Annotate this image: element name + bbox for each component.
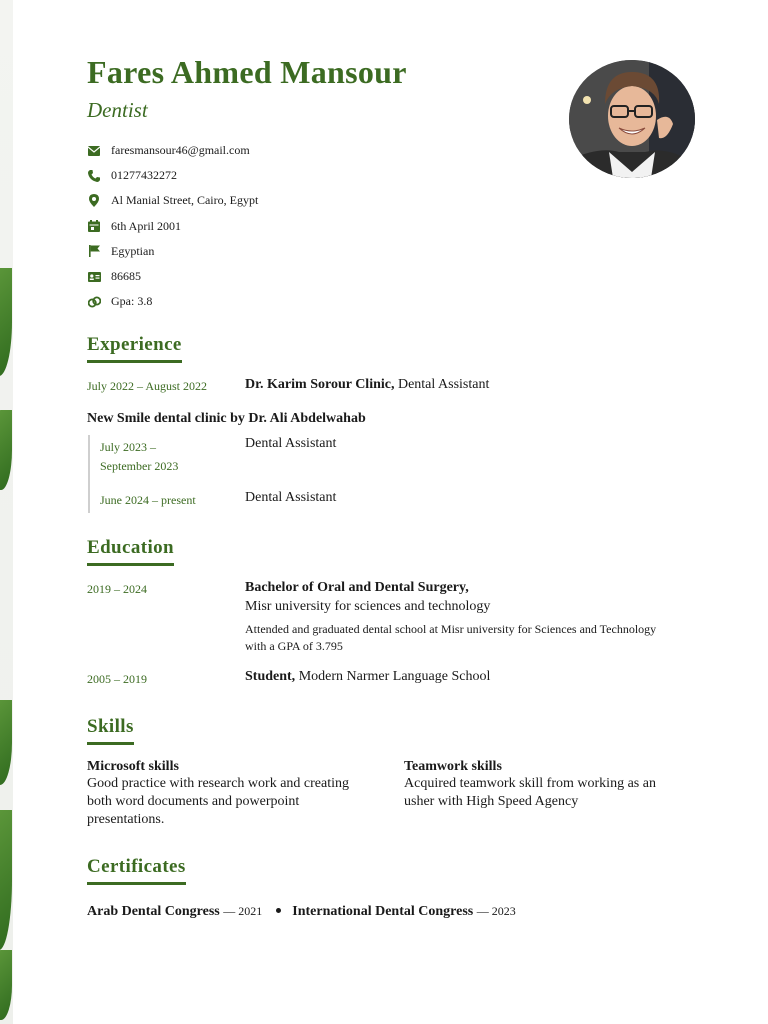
- flag-icon: [87, 244, 101, 258]
- contact-phone[interactable]: 01277432272: [87, 163, 258, 188]
- skill-microsoft-description: Good practice with research work and creating both word documents and powerpoint presentations.: [87, 776, 349, 827]
- experience-2-role: Dental Assistant: [245, 436, 337, 451]
- phone-icon: [87, 169, 101, 183]
- contact-address: Al Manial Street, Cairo, Egypt: [87, 188, 258, 213]
- certificates-list: [87, 904, 516, 920]
- contact-id-number: 86685: [87, 264, 258, 289]
- certificate-1-year: — 2021: [223, 904, 263, 918]
- candidate-name: Fares Ahmed Mansour: [87, 54, 407, 90]
- profile-photo: [569, 60, 695, 178]
- education-1-degree: Bachelor of Oral and Dental Surgery,: [245, 580, 469, 595]
- education-2-entry: [245, 669, 490, 685]
- contact-email[interactable]: faresmansour46@gmail.com: [87, 138, 258, 163]
- certificate-1-name: Arab Dental Congress: [87, 904, 220, 919]
- job-title: Dentist: [87, 98, 148, 122]
- skill-teamwork-description: Acquired teamwork skill from working as an usher with High Speed Agency: [404, 776, 656, 809]
- education-2-date: 2005 – 2019: [87, 672, 147, 686]
- experience-heading: Experience: [87, 334, 182, 363]
- skills-heading: Skills: [87, 716, 134, 745]
- medal-icon: [87, 295, 101, 309]
- experience-1-date: July 2022 – August 2022: [87, 379, 208, 393]
- skill-microsoft-title: Microsoft skills: [87, 759, 179, 774]
- education-1-description: Attended and graduated dental school at Misr university for Sciences and Technology with a GPA of 3.795: [245, 622, 657, 653]
- resume-page: [13, 0, 768, 1024]
- location-pin-icon: [87, 194, 101, 208]
- skill-teamwork-title: Teamwork skills: [404, 759, 502, 774]
- education-heading: Education: [87, 537, 174, 566]
- experience-1-entry: [245, 377, 489, 393]
- certificate-2-name: International Dental Congress: [292, 904, 474, 919]
- experience-3-date: June 2024 – present: [100, 493, 196, 507]
- skill-teamwork: [404, 759, 704, 811]
- experience-group-employer: New Smile dental clinic by Dr. Ali Abdelwahab: [87, 411, 366, 426]
- education-1-school: Misr university for sciences and technology: [245, 599, 491, 614]
- calendar-icon: [87, 219, 101, 233]
- education-1-date: 2019 – 2024: [87, 582, 147, 596]
- contact-birthdate: 6th April 2001: [87, 214, 258, 239]
- contact-nationality: Egyptian: [87, 239, 258, 264]
- experience-group-divider: [88, 435, 90, 513]
- education-2-school: Modern Narmer Language School: [298, 669, 491, 684]
- certificate-2-year: — 2023: [476, 904, 516, 918]
- bullet-separator: [276, 908, 281, 913]
- decorative-leaf-strip: [0, 0, 13, 1024]
- id-card-icon: [87, 270, 101, 284]
- contact-list: [87, 138, 258, 314]
- experience-3-role: Dental Assistant: [245, 490, 337, 505]
- experience-1-role: Dental Assistant: [397, 377, 490, 392]
- experience-2-date: July 2023 – September 2023: [100, 440, 179, 473]
- contact-gpa: Gpa: 3.8: [87, 289, 258, 314]
- email-icon: [87, 144, 101, 158]
- education-2-degree: Student,: [245, 669, 296, 684]
- skill-microsoft: [87, 759, 387, 829]
- experience-1-employer: Dr. Karim Sorour Clinic,: [245, 377, 395, 392]
- certificates-heading: Certificates: [87, 856, 186, 885]
